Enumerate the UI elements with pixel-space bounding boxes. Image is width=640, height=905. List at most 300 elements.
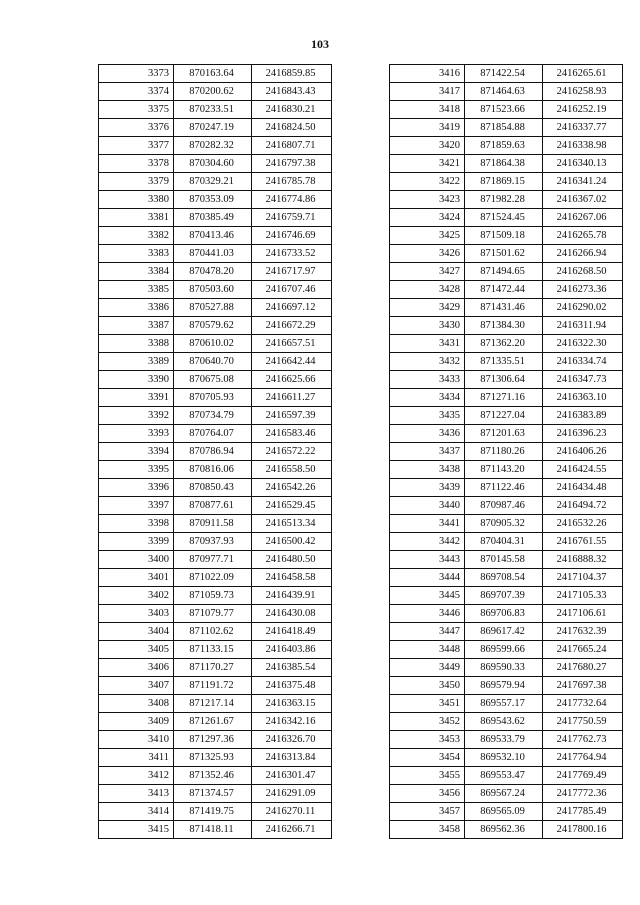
point-number-cell: 3392 [99, 407, 174, 425]
point-number-cell: 3375 [99, 101, 174, 119]
table-row [99, 227, 332, 245]
y-coordinate-cell: 2416406.26 [543, 443, 623, 461]
y-coordinate-cell: 2416363.15 [252, 695, 332, 713]
y-coordinate-cell: 2416859.85 [252, 65, 332, 83]
x-coordinate-cell: 871418.11 [174, 821, 252, 839]
y-coordinate-cell: 2417772.36 [543, 785, 623, 803]
y-coordinate-cell: 2416270.11 [252, 803, 332, 821]
y-coordinate-cell: 2417680.27 [543, 659, 623, 677]
point-number-cell: 3412 [99, 767, 174, 785]
table-row [99, 551, 332, 569]
table-row [390, 227, 623, 245]
x-coordinate-cell: 870579.62 [174, 317, 252, 335]
table-row [99, 713, 332, 731]
table-row [99, 497, 332, 515]
table-row [99, 749, 332, 767]
table-row [390, 767, 623, 785]
x-coordinate-cell: 870816.06 [174, 461, 252, 479]
table-row [390, 65, 623, 83]
table-row [390, 695, 623, 713]
point-number-cell: 3376 [99, 119, 174, 137]
x-coordinate-cell: 870527.88 [174, 299, 252, 317]
table-row [99, 623, 332, 641]
y-coordinate-cell: 2416597.39 [252, 407, 332, 425]
y-coordinate-cell: 2417750.59 [543, 713, 623, 731]
x-coordinate-cell: 871122.46 [465, 479, 543, 497]
table-row [390, 641, 623, 659]
point-number-cell: 3457 [390, 803, 465, 821]
x-coordinate-cell: 869708.54 [465, 569, 543, 587]
y-coordinate-cell: 2417665.24 [543, 641, 623, 659]
x-coordinate-cell: 869533.79 [465, 731, 543, 749]
x-coordinate-cell: 870503.60 [174, 281, 252, 299]
point-number-cell: 3438 [390, 461, 465, 479]
page-number: 103 [311, 37, 329, 51]
table-row [99, 137, 332, 155]
y-coordinate-cell: 2416697.12 [252, 299, 332, 317]
y-coordinate-cell: 2416424.55 [543, 461, 623, 479]
point-number-cell: 3393 [99, 425, 174, 443]
x-coordinate-cell: 871297.36 [174, 731, 252, 749]
point-number-cell: 3378 [99, 155, 174, 173]
y-coordinate-cell: 2416252.19 [543, 101, 623, 119]
y-coordinate-cell: 2416363.10 [543, 389, 623, 407]
point-number-cell: 3436 [390, 425, 465, 443]
table-row [390, 281, 623, 299]
table-row [390, 605, 623, 623]
x-coordinate-cell: 870987.46 [465, 497, 543, 515]
y-coordinate-cell: 2416746.69 [252, 227, 332, 245]
x-coordinate-cell: 871509.18 [465, 227, 543, 245]
x-coordinate-cell: 870478.20 [174, 263, 252, 281]
x-coordinate-cell: 871335.51 [465, 353, 543, 371]
coordinate-table-left [98, 64, 332, 839]
table-row [390, 173, 623, 191]
x-coordinate-cell: 871133.15 [174, 641, 252, 659]
table-row [390, 191, 623, 209]
y-coordinate-cell: 2416385.54 [252, 659, 332, 677]
point-number-cell: 3374 [99, 83, 174, 101]
x-coordinate-cell: 871352.46 [174, 767, 252, 785]
point-number-cell: 3454 [390, 749, 465, 767]
table-row [390, 821, 623, 839]
table-row [390, 497, 623, 515]
y-coordinate-cell: 2416342.16 [252, 713, 332, 731]
table-row [99, 263, 332, 281]
x-coordinate-cell: 871180.26 [465, 443, 543, 461]
point-number-cell: 3404 [99, 623, 174, 641]
point-number-cell: 3456 [390, 785, 465, 803]
table-row [99, 353, 332, 371]
point-number-cell: 3391 [99, 389, 174, 407]
point-number-cell: 3433 [390, 371, 465, 389]
table-row [99, 407, 332, 425]
y-coordinate-cell: 2416326.70 [252, 731, 332, 749]
y-coordinate-cell: 2416273.36 [543, 281, 623, 299]
x-coordinate-cell: 870304.60 [174, 155, 252, 173]
x-coordinate-cell: 871261.67 [174, 713, 252, 731]
table-row [390, 209, 623, 227]
table-row [99, 173, 332, 191]
y-coordinate-cell: 2416258.93 [543, 83, 623, 101]
table-row [99, 695, 332, 713]
point-number-cell: 3434 [390, 389, 465, 407]
y-coordinate-cell: 2416334.74 [543, 353, 623, 371]
table-row [390, 569, 623, 587]
y-coordinate-cell: 2416340.13 [543, 155, 623, 173]
table-row [99, 587, 332, 605]
y-coordinate-cell: 2417785.49 [543, 803, 623, 821]
point-number-cell: 3422 [390, 173, 465, 191]
table-row [99, 425, 332, 443]
point-number-cell: 3451 [390, 695, 465, 713]
table-row [99, 785, 332, 803]
x-coordinate-cell: 870734.79 [174, 407, 252, 425]
point-number-cell: 3419 [390, 119, 465, 137]
y-coordinate-cell: 2416430.08 [252, 605, 332, 623]
y-coordinate-cell: 2416338.98 [543, 137, 623, 155]
x-coordinate-cell: 870850.43 [174, 479, 252, 497]
table-row [99, 335, 332, 353]
y-coordinate-cell: 2416313.84 [252, 749, 332, 767]
x-coordinate-cell: 870329.21 [174, 173, 252, 191]
y-coordinate-cell: 2416341.24 [543, 173, 623, 191]
x-coordinate-cell: 871271.16 [465, 389, 543, 407]
point-number-cell: 3452 [390, 713, 465, 731]
y-coordinate-cell: 2417769.49 [543, 767, 623, 785]
table-row [390, 335, 623, 353]
y-coordinate-cell: 2416532.26 [543, 515, 623, 533]
point-number-cell: 3428 [390, 281, 465, 299]
point-number-cell: 3423 [390, 191, 465, 209]
point-number-cell: 3387 [99, 317, 174, 335]
x-coordinate-cell: 869706.83 [465, 605, 543, 623]
table-row [390, 389, 623, 407]
table-row [390, 425, 623, 443]
table-row [99, 389, 332, 407]
point-number-cell: 3377 [99, 137, 174, 155]
y-coordinate-cell: 2416717.97 [252, 263, 332, 281]
x-coordinate-cell: 871422.54 [465, 65, 543, 83]
table-row [99, 317, 332, 335]
table-row [99, 677, 332, 695]
y-coordinate-cell: 2417105.33 [543, 587, 623, 605]
x-coordinate-cell: 870233.51 [174, 101, 252, 119]
point-number-cell: 3420 [390, 137, 465, 155]
y-coordinate-cell: 2416367.02 [543, 191, 623, 209]
table-row [99, 245, 332, 263]
table-row [99, 443, 332, 461]
point-number-cell: 3405 [99, 641, 174, 659]
x-coordinate-cell: 870675.08 [174, 371, 252, 389]
x-coordinate-cell: 870905.32 [465, 515, 543, 533]
y-coordinate-cell: 2416291.09 [252, 785, 332, 803]
point-number-cell: 3383 [99, 245, 174, 263]
y-coordinate-cell: 2416583.46 [252, 425, 332, 443]
point-number-cell: 3450 [390, 677, 465, 695]
x-coordinate-cell: 869557.17 [465, 695, 543, 713]
y-coordinate-cell: 2416733.52 [252, 245, 332, 263]
x-coordinate-cell: 871306.64 [465, 371, 543, 389]
table-row [99, 371, 332, 389]
table-row [390, 317, 623, 335]
table-row [390, 245, 623, 263]
table-row [99, 533, 332, 551]
y-coordinate-cell: 2417106.61 [543, 605, 623, 623]
point-number-cell: 3408 [99, 695, 174, 713]
y-coordinate-cell: 2417632.39 [543, 623, 623, 641]
y-coordinate-cell: 2416322.30 [543, 335, 623, 353]
table-row [390, 551, 623, 569]
table-row [390, 443, 623, 461]
point-number-cell: 3401 [99, 569, 174, 587]
point-number-cell: 3444 [390, 569, 465, 587]
y-coordinate-cell: 2416672.29 [252, 317, 332, 335]
point-number-cell: 3442 [390, 533, 465, 551]
x-coordinate-cell: 871523.66 [465, 101, 543, 119]
x-coordinate-cell: 871059.73 [174, 587, 252, 605]
table-row [390, 677, 623, 695]
x-coordinate-cell: 870353.09 [174, 191, 252, 209]
y-coordinate-cell: 2416558.50 [252, 461, 332, 479]
point-number-cell: 3413 [99, 785, 174, 803]
x-coordinate-cell: 871524.45 [465, 209, 543, 227]
y-coordinate-cell: 2416480.50 [252, 551, 332, 569]
y-coordinate-cell: 2417800.16 [543, 821, 623, 839]
point-number-cell: 3458 [390, 821, 465, 839]
x-coordinate-cell: 870404.31 [465, 533, 543, 551]
x-coordinate-cell: 871374.57 [174, 785, 252, 803]
y-coordinate-cell: 2416611.27 [252, 389, 332, 407]
y-coordinate-cell: 2416542.26 [252, 479, 332, 497]
x-coordinate-cell: 871419.75 [174, 803, 252, 821]
point-number-cell: 3385 [99, 281, 174, 299]
point-number-cell: 3402 [99, 587, 174, 605]
point-number-cell: 3429 [390, 299, 465, 317]
point-number-cell: 3382 [99, 227, 174, 245]
point-number-cell: 3411 [99, 749, 174, 767]
table-row [99, 821, 332, 839]
x-coordinate-cell: 871431.46 [465, 299, 543, 317]
table-row [390, 83, 623, 101]
table-row [99, 641, 332, 659]
point-number-cell: 3396 [99, 479, 174, 497]
table-row [390, 515, 623, 533]
table-row [99, 731, 332, 749]
point-number-cell: 3407 [99, 677, 174, 695]
table-row [99, 515, 332, 533]
point-number-cell: 3430 [390, 317, 465, 335]
y-coordinate-cell: 2416403.86 [252, 641, 332, 659]
table-row [99, 605, 332, 623]
x-coordinate-cell: 870640.70 [174, 353, 252, 371]
table-row [390, 533, 623, 551]
point-number-cell: 3403 [99, 605, 174, 623]
y-coordinate-cell: 2416785.78 [252, 173, 332, 191]
point-number-cell: 3416 [390, 65, 465, 83]
x-coordinate-cell: 871022.09 [174, 569, 252, 587]
y-coordinate-cell: 2416418.49 [252, 623, 332, 641]
x-coordinate-cell: 871384.30 [465, 317, 543, 335]
table-row [390, 731, 623, 749]
y-coordinate-cell: 2416797.38 [252, 155, 332, 173]
y-coordinate-cell: 2416301.47 [252, 767, 332, 785]
table-row [390, 785, 623, 803]
x-coordinate-cell: 870163.64 [174, 65, 252, 83]
point-number-cell: 3431 [390, 335, 465, 353]
point-number-cell: 3443 [390, 551, 465, 569]
point-number-cell: 3440 [390, 497, 465, 515]
table-row [99, 299, 332, 317]
y-coordinate-cell: 2416267.06 [543, 209, 623, 227]
y-coordinate-cell: 2416311.94 [543, 317, 623, 335]
table-row [390, 461, 623, 479]
point-number-cell: 3447 [390, 623, 465, 641]
table-row [390, 119, 623, 137]
x-coordinate-cell: 870247.19 [174, 119, 252, 137]
point-number-cell: 3406 [99, 659, 174, 677]
x-coordinate-cell: 870877.61 [174, 497, 252, 515]
point-number-cell: 3426 [390, 245, 465, 263]
x-coordinate-cell: 870413.46 [174, 227, 252, 245]
y-coordinate-cell: 2416347.73 [543, 371, 623, 389]
point-number-cell: 3394 [99, 443, 174, 461]
y-coordinate-cell: 2416657.51 [252, 335, 332, 353]
y-coordinate-cell: 2416494.72 [543, 497, 623, 515]
point-number-cell: 3381 [99, 209, 174, 227]
y-coordinate-cell: 2416268.50 [543, 263, 623, 281]
y-coordinate-cell: 2416843.43 [252, 83, 332, 101]
table-row [99, 65, 332, 83]
y-coordinate-cell: 2416888.32 [543, 551, 623, 569]
table-row [390, 407, 623, 425]
point-number-cell: 3399 [99, 533, 174, 551]
point-number-cell: 3453 [390, 731, 465, 749]
y-coordinate-cell: 2416830.21 [252, 101, 332, 119]
table-row [99, 803, 332, 821]
point-number-cell: 3414 [99, 803, 174, 821]
point-number-cell: 3427 [390, 263, 465, 281]
x-coordinate-cell: 871859.63 [465, 137, 543, 155]
point-number-cell: 3449 [390, 659, 465, 677]
y-coordinate-cell: 2416434.48 [543, 479, 623, 497]
table-row [390, 713, 623, 731]
x-coordinate-cell: 871079.77 [174, 605, 252, 623]
point-number-cell: 3400 [99, 551, 174, 569]
point-number-cell: 3373 [99, 65, 174, 83]
y-coordinate-cell: 2417764.94 [543, 749, 623, 767]
point-number-cell: 3384 [99, 263, 174, 281]
x-coordinate-cell: 871102.62 [174, 623, 252, 641]
x-coordinate-cell: 870764.07 [174, 425, 252, 443]
table-row [99, 83, 332, 101]
point-number-cell: 3439 [390, 479, 465, 497]
table-row [99, 191, 332, 209]
x-coordinate-cell: 869532.10 [465, 749, 543, 767]
y-coordinate-cell: 2416572.22 [252, 443, 332, 461]
point-number-cell: 3425 [390, 227, 465, 245]
y-coordinate-cell: 2416458.58 [252, 569, 332, 587]
table-row [99, 767, 332, 785]
x-coordinate-cell: 871864.38 [465, 155, 543, 173]
y-coordinate-cell: 2416513.34 [252, 515, 332, 533]
table-row [99, 101, 332, 119]
table-row [390, 371, 623, 389]
point-number-cell: 3380 [99, 191, 174, 209]
x-coordinate-cell: 869562.36 [465, 821, 543, 839]
x-coordinate-cell: 870145.58 [465, 551, 543, 569]
coordinate-table-right [389, 64, 623, 839]
x-coordinate-cell: 871501.62 [465, 245, 543, 263]
point-number-cell: 3410 [99, 731, 174, 749]
point-number-cell: 3379 [99, 173, 174, 191]
point-number-cell: 3418 [390, 101, 465, 119]
x-coordinate-cell: 871191.72 [174, 677, 252, 695]
table-row [390, 137, 623, 155]
y-coordinate-cell: 2416290.02 [543, 299, 623, 317]
x-coordinate-cell: 870385.49 [174, 209, 252, 227]
x-coordinate-cell: 870937.93 [174, 533, 252, 551]
table-row [390, 299, 623, 317]
point-number-cell: 3445 [390, 587, 465, 605]
y-coordinate-cell: 2417697.38 [543, 677, 623, 695]
table-row [390, 479, 623, 497]
x-coordinate-cell: 869579.94 [465, 677, 543, 695]
x-coordinate-cell: 870441.03 [174, 245, 252, 263]
point-number-cell: 3388 [99, 335, 174, 353]
x-coordinate-cell: 869599.66 [465, 641, 543, 659]
x-coordinate-cell: 869567.24 [465, 785, 543, 803]
table-row [99, 479, 332, 497]
y-coordinate-cell: 2417762.73 [543, 731, 623, 749]
x-coordinate-cell: 870911.58 [174, 515, 252, 533]
table-row [99, 209, 332, 227]
y-coordinate-cell: 2417732.64 [543, 695, 623, 713]
x-coordinate-cell: 869590.33 [465, 659, 543, 677]
table-row [99, 461, 332, 479]
x-coordinate-cell: 871143.20 [465, 461, 543, 479]
y-coordinate-cell: 2416707.46 [252, 281, 332, 299]
x-coordinate-cell: 871869.15 [465, 173, 543, 191]
y-coordinate-cell: 2416824.50 [252, 119, 332, 137]
point-number-cell: 3448 [390, 641, 465, 659]
table-row [99, 155, 332, 173]
y-coordinate-cell: 2416774.86 [252, 191, 332, 209]
x-coordinate-cell: 871325.93 [174, 749, 252, 767]
point-number-cell: 3455 [390, 767, 465, 785]
point-number-cell: 3432 [390, 353, 465, 371]
x-coordinate-cell: 871227.04 [465, 407, 543, 425]
y-coordinate-cell: 2416375.48 [252, 677, 332, 695]
table-row [390, 659, 623, 677]
x-coordinate-cell: 869553.47 [465, 767, 543, 785]
point-number-cell: 3409 [99, 713, 174, 731]
y-coordinate-cell: 2416266.94 [543, 245, 623, 263]
y-coordinate-cell: 2416266.71 [252, 821, 332, 839]
x-coordinate-cell: 870977.71 [174, 551, 252, 569]
y-coordinate-cell: 2416625.66 [252, 371, 332, 389]
x-coordinate-cell: 871217.14 [174, 695, 252, 713]
x-coordinate-cell: 869707.39 [465, 587, 543, 605]
table-row [390, 101, 623, 119]
table-row [390, 623, 623, 641]
x-coordinate-cell: 871362.20 [465, 335, 543, 353]
point-number-cell: 3395 [99, 461, 174, 479]
x-coordinate-cell: 871464.63 [465, 83, 543, 101]
point-number-cell: 3417 [390, 83, 465, 101]
x-coordinate-cell: 870200.62 [174, 83, 252, 101]
y-coordinate-cell: 2417104.37 [543, 569, 623, 587]
